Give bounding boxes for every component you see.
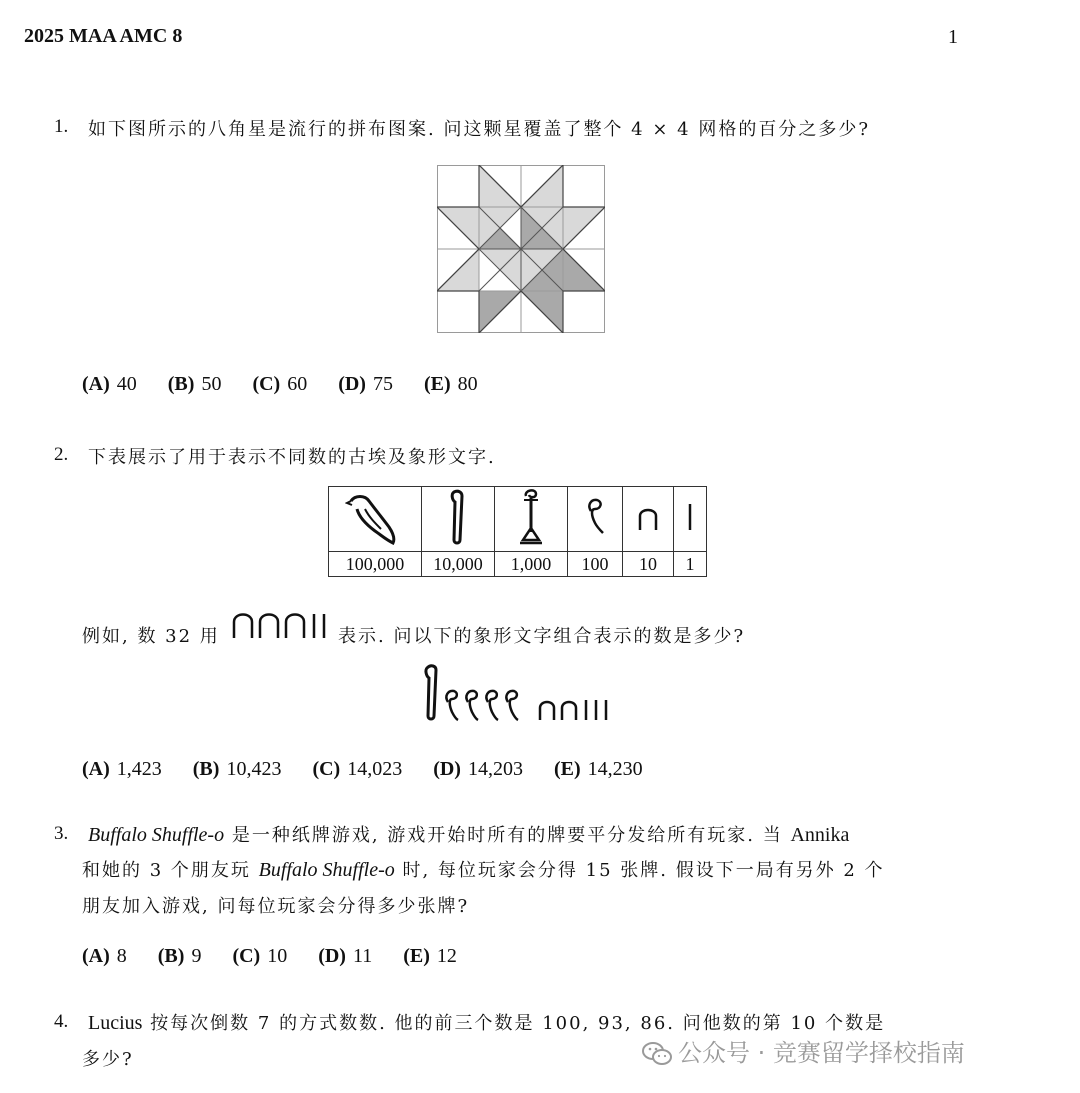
choice-e: (E) 12: [403, 945, 457, 967]
question-2-glyph-combination: [422, 662, 622, 722]
choice-e: (E) 14,230: [553, 758, 643, 780]
coil-glyph-icon: [583, 497, 607, 537]
question-4-line-1: Lucius 按每次倒数 7 的方式数数. 他的前三个数是 100, 93, 86. 问他数的第 10 个数是: [88, 1012, 886, 1034]
table-value: 100,000: [329, 552, 422, 577]
finger-glyph-cell: [422, 487, 495, 552]
game-name: Buffalo Shuffle-o: [258, 859, 395, 881]
choice-a: (A) 1,423: [82, 758, 162, 780]
question-2-number: 2.: [54, 444, 69, 465]
question-1-number: 1.: [54, 116, 69, 137]
choice-d: (D) 75: [338, 373, 393, 395]
coil-glyph-cell: [568, 487, 623, 552]
choice-c: (C) 14,023: [312, 758, 403, 780]
star-inner-lines: [479, 207, 563, 291]
finger-glyph-icon: [446, 488, 470, 546]
question-4-number: 4.: [54, 1011, 69, 1032]
heel-glyph-cell: [623, 487, 674, 552]
watermark-text: 公众号 · 竞赛留学择校指南: [678, 1039, 965, 1067]
question-3-line-1: Buffalo Shuffle-o 是一种纸牌游戏, 游戏开始时所有的牌要平分发给所有玩家. 当 Annika: [88, 824, 850, 846]
question-2-example-prefix: 例如, 数 32 用: [82, 626, 220, 647]
choice-a: (A) 8: [82, 945, 127, 967]
choice-d: (D) 11: [318, 945, 373, 967]
question-3-number: 3.: [54, 823, 69, 844]
table-value: 10: [623, 552, 674, 577]
table-value: 1,000: [495, 552, 568, 577]
tadpole-glyph-icon: [345, 489, 405, 545]
choice-d: (D) 14,203: [433, 758, 523, 780]
table-value: 10,000: [422, 552, 495, 577]
question-3-choices: [82, 945, 483, 968]
question-3-line-2: 和她的 3 个朋友玩 Buffalo Shuffle-o 时, 每位玩家会分得 15 张牌. 假设下一局有另外 2 个: [82, 859, 885, 881]
question-1-choices: [82, 373, 504, 396]
page-number: 1: [948, 26, 958, 48]
table-value: 1: [674, 552, 707, 577]
question-4-line-2: 多少?: [82, 1049, 134, 1070]
tadpole-glyph-cell: [329, 487, 422, 552]
heel-glyph-icon: [637, 504, 659, 530]
choice-b: (B) 10,423: [192, 758, 282, 780]
watermark: [642, 1033, 965, 1068]
person-name: Annika: [790, 824, 850, 846]
game-name: Buffalo Shuffle-o: [88, 824, 225, 846]
question-2-choices: [82, 758, 669, 781]
page-header-title: 2025 MAA AMC 8: [24, 25, 183, 47]
question-3-line-3: 朋友加入游戏, 问每位玩家会分得多少张牌?: [82, 896, 470, 917]
choice-b: (B) 50: [167, 373, 222, 395]
example-32-glyphs: [232, 610, 336, 638]
lotus-glyph-cell: [495, 487, 568, 552]
wechat-icon: [642, 1041, 672, 1067]
person-name: Lucius: [88, 1012, 143, 1034]
hieroglyph-table: [328, 486, 707, 577]
question-2-text: 下表展示了用于表示不同数的古埃及象形文字.: [88, 447, 496, 468]
question-2-example-suffix: 表示. 问以下的象形文字组合表示的数是多少?: [338, 626, 746, 647]
stroke-glyph-icon: [685, 502, 695, 532]
choice-c: (C) 10: [232, 945, 288, 967]
choice-c: (C) 60: [252, 373, 308, 395]
lotus-glyph-icon: [516, 488, 546, 546]
question-1-text: 如下图所示的八角星是流行的拼布图案. 问这颗星覆盖了整个 4 × 4 网格的百分之多少?: [88, 119, 870, 140]
octagon-star-figure: [437, 165, 605, 333]
choice-b: (B) 9: [157, 945, 202, 967]
choice-a: (A) 40: [82, 373, 137, 395]
stroke-glyph-cell: [674, 487, 707, 552]
choice-e: (E) 80: [423, 373, 478, 395]
table-value: 100: [568, 552, 623, 577]
